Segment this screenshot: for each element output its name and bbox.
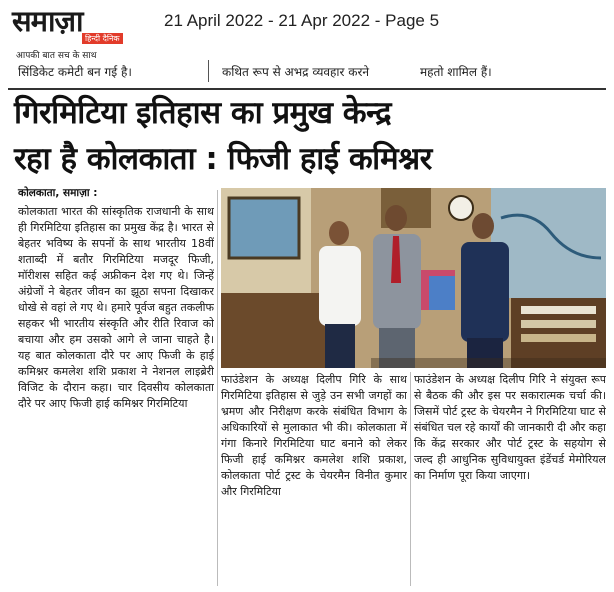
article-column-2: फाउंडेशन के अध्यक्ष दिलीप गिरि के साथ गिरमिटिया इतिहास से जुड़े उन सभी जगहों का भ्रमण और निरीक्षण करके संबंधित विभाग के अधिकारियों से मुलाकात भी की। कोलकाता में गंगा किनारे गिरमिटिया घाट बनाने को लेकर फिजी हाई कमिश्नर कमलेश शशि प्रकाश, कोलकाता पोर्ट ट्रस्ट के चेयरमैन विनीत कुमार और गिरमिटिया: [221, 373, 407, 498]
article-headline: [14, 90, 610, 182]
article-dateline: कोलकाता, समाज़ा :: [18, 187, 98, 199]
article-column-3: फाउंडेशन के अध्यक्ष दिलीप गिरि ने संयुक्त रूप से बैठक की और इस पर सकारात्मक चर्चा की। जिसमें पोर्ट ट्रस्ट के चेयरमैन ने गिरमिटिया घाट से संबंधित चल रहे कार्यों की जानकारी दी और कहा कि केंद्र सरकार और पोर्ट ट्रस्ट के सहयोग से जल्द ही आधुनिक सुविधायुक्त इंडेंचर्ड मेमोरियल का निर्माण पूरा किया जाएगा।: [414, 373, 606, 482]
masthead-tagline: आपकी बात सच के साथ: [16, 51, 97, 61]
prev-strip-right-text: महतो शामिल हैं।: [420, 65, 492, 79]
prev-strip-divider: [208, 60, 209, 82]
meeting-photo-illustration: [221, 188, 606, 368]
prev-strip-middle-text: कथित रूप से अभद्र व्यवहार करने: [222, 65, 370, 79]
column-divider-2: [410, 372, 411, 586]
masthead-subtitle: हिन्दी दैनिक: [82, 33, 123, 44]
column-divider-1: [217, 190, 218, 586]
headline-line-1: गिरमिटिया इतिहास का प्रमुख केन्द्र: [14, 95, 392, 131]
masthead-name: समाज़ा: [12, 4, 83, 38]
previous-article-strip: [0, 60, 614, 82]
edition-date-line: 21 April 2022 - 21 Apr 2022 - Page 5: [164, 11, 440, 30]
headline-line-2: रहा है कोलकाता : फिजी हाई कमिश्नर: [14, 141, 432, 177]
article-column-1: कोलकाता भारत की सांस्कृतिक राजधानी के साथ ही गिरमिटिया इतिहास का प्रमुख केंद्र है। भारत से बेहतर भविष्य के सपनों के साथ भारतीय 18वीं शताब्दी में बतौर गिरमिटिया मजदूर फिजी, मॉरीशस सहित कई अफ्रीकन देश गए थे। जिन्हें अंग्रेजों ने बेहतर जीवन का झूठा सपना दिखाकर धोखे से वहां ले गए थे। हमारे पूर्वज बहुत तकलीफ सहकर भी भारतीय संस्कृति और रीति रिवाज को बचाया और हम उसको आगे ले जाना चाहते है। यह बात कोलकाता दौरे पर आए फिजी के हाई कमिश्नर कमलेश शशि प्रकाश ने नेशनल लाइब्रेरी विजिट के दौरान कहा। चार दिवसीय कोलकाता दौरे पर आए फिजी हाई कमिश्नर गिरमिटिया: [18, 205, 214, 410]
prev-strip-left-text: सिंडिकेट कमेटी बन गई है।: [18, 65, 132, 79]
article-photo: [221, 188, 606, 368]
masthead-logo: [12, 4, 142, 61]
